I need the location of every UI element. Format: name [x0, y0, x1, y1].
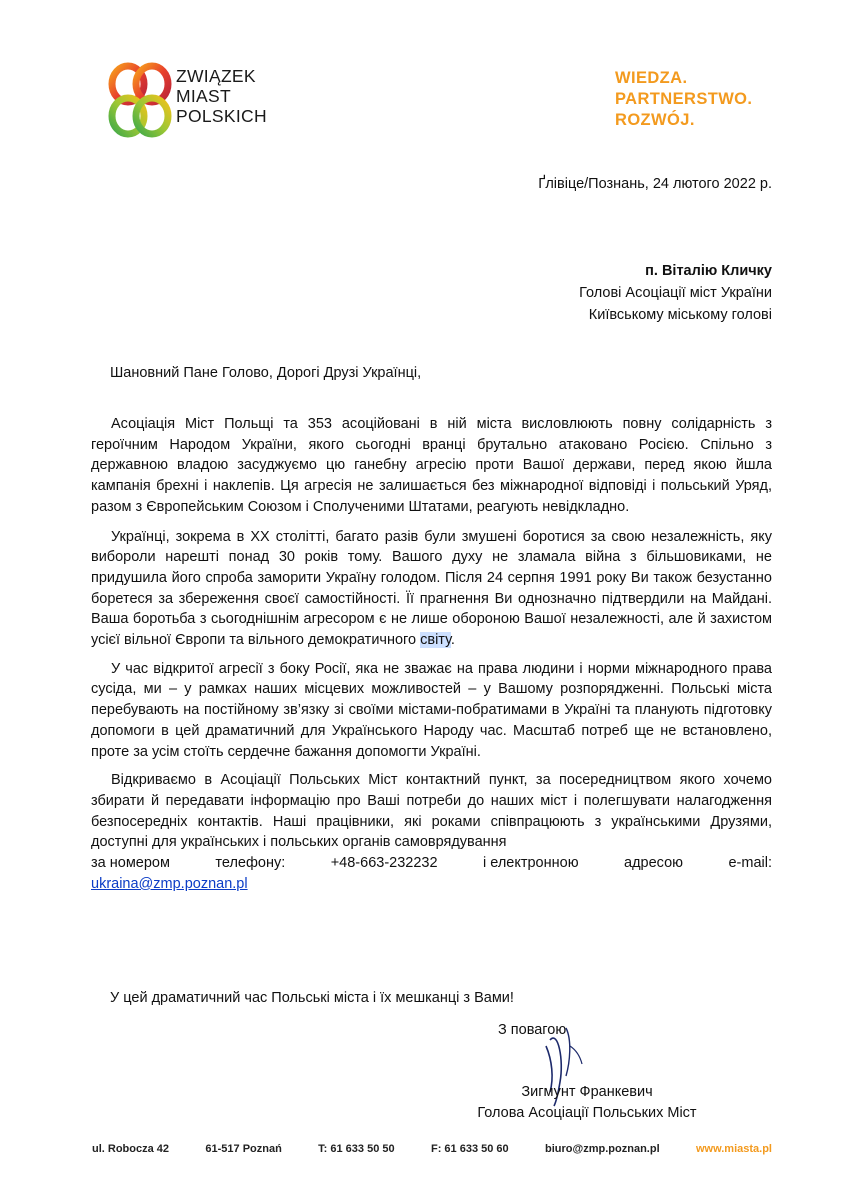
logo-wordmark [176, 66, 267, 126]
footer-postal: 61-517 Poznań [205, 1143, 282, 1155]
footer-address: ul. Robocza 42 [92, 1143, 170, 1155]
motto-line-1: WIEDZA. [615, 69, 688, 87]
place-date: Ґлівіце/Познань, 24 лютого 2022 р. [538, 176, 772, 192]
salutation: Шановний Пане Голово, Дорогі Друзі Українці, [110, 365, 422, 381]
paragraph [91, 527, 772, 651]
motto-line-3: ROZWÓJ. [615, 111, 695, 129]
association-logo-icon [108, 62, 172, 138]
footer-phone: T: 61 633 50 50 [318, 1143, 395, 1155]
paragraph: Відкриваємо в Асоціації Польських Міст контактний пункт, за посередництвом якого хочемо збирати й передавати інформацію про Ваші потреби до наших міст і полегшувати налагодження безпосередніх контактів. Наші працівники, які роками співпрацюють з українськими Друзями, доступні для українських і польських органів самоврядування [91, 772, 772, 851]
letter-body [91, 414, 772, 902]
motto [615, 68, 752, 131]
footer-fax: F: 61 633 50 60 [430, 1143, 509, 1155]
contact-word: адресою [624, 855, 684, 872]
footer [92, 1143, 772, 1155]
logo-line-1: ZWIĄZEK [176, 66, 256, 86]
contact-word: за номером [91, 855, 170, 872]
footer-email[interactable]: biuro@zmp.poznan.pl [545, 1143, 660, 1155]
logo-line-2: MIAST [176, 86, 231, 106]
regards: З повагою [498, 1022, 567, 1038]
signer-block [467, 1082, 707, 1124]
signer-title: Голова Асоціації Польських Міст [477, 1105, 697, 1121]
closing-line: У цей драматичний час Польські міста і їх мешканці з Вами! [110, 990, 514, 1006]
contact-phone[interactable]: +48-663-232232 [330, 855, 438, 872]
email-line [91, 874, 772, 895]
contact-paragraph [91, 770, 772, 894]
motto-line-2: PARTNERSTWO. [615, 90, 753, 108]
paragraph-end: . [450, 632, 455, 649]
highlighted-word[interactable]: світу [420, 632, 451, 649]
recipient-name: п. Віталію Кличку [645, 263, 772, 279]
signer-name: Зигмунт Франкевич [521, 1084, 653, 1100]
contact-word: телефону: [215, 855, 286, 872]
logo-line-3: POLSKICH [176, 106, 267, 126]
paragraph: Асоціація Міст Польщі та 353 асоційовані в ній міста висловлюють повну солідарність з героїчним Народом України, якого сьогодні вранці брутально атаковано Росією. Спільно з державною владою засуджуємо цю ганебну агресію проти Вашої держави, перед якою йшла кампанія брехні і наклепів. Ця агресія не залишається без міжнародної відповіді і польський Уряд, разом з Європейським Союзом і Сполученими Штатами, реагують невідкладно. [91, 416, 772, 515]
recipient-title-1: Голові Асоціації міст України [579, 285, 772, 301]
contact-word: і електронною [482, 855, 579, 872]
paragraph: У час відкритої агресії з боку Росії, яка не зважає на права людини і норми міжнародного права сусіда, ми – у рамках наших місцевих можливостей – у Вашому розпорядженні. Польські міста перебувають на постійному зв’язку зі своїми містами-побратимами в Україні та планують підготовку допомоги в цей драматичний для Українського Народу час. Масштаб потреб ще не встановлено, проте за усім стоїть сердечне бажання допомогти Україні. [91, 660, 772, 760]
email-link[interactable]: ukraina@zmp.poznan.pl [91, 875, 248, 892]
recipient-title-2: Київському міському голові [588, 307, 772, 323]
footer-website[interactable]: www.miasta.pl [695, 1143, 772, 1155]
paragraph-text: Українці, зокрема в XX столітті, багато разів були змушені боротися за свою незалежність, яку вибороли нарешті понад 30 років тому. Вашого духу не зламала війна з більшовиками, не придушила його спроба заморити Україну голодом. Після 24 серпня 1991 року Ви також безустанно боретеся за збереження своєї самостійності. Її прагнення Ви однозначно підтвердили на Майдані. Ваша боротьба з сьогоднішнім агресором є не лише обороною Вашої незалежності, але й захистом усієї вільної Європи та вільного демократичного [91, 528, 772, 649]
contact-line [91, 853, 772, 874]
contact-word: e-mail: [728, 855, 772, 872]
recipient-block [579, 260, 772, 326]
